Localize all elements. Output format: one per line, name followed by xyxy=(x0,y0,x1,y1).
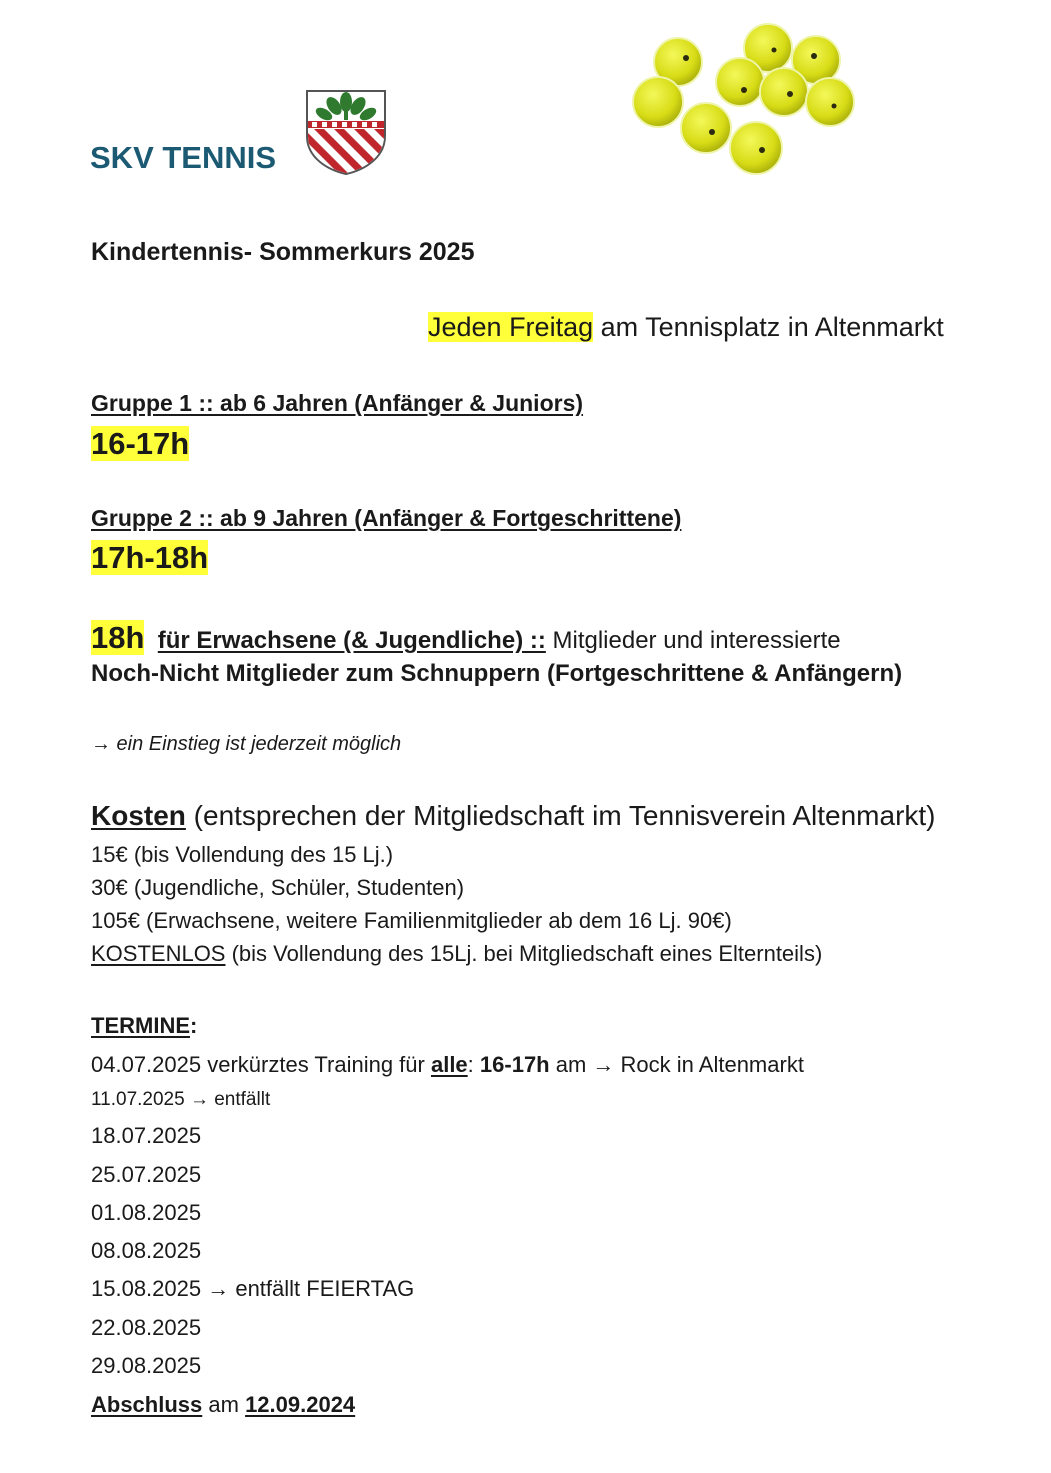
cost-item: 30€ (Jugendliche, Schüler, Studenten) xyxy=(91,875,465,900)
termin-row: 11.07.2025 → entfällt xyxy=(91,1089,271,1110)
club-crest-icon xyxy=(304,88,388,176)
logo-text: SKV TENNIS xyxy=(90,140,277,175)
termin-row: 01.08.2025 xyxy=(91,1200,202,1225)
group-1-time-value: 16-17h xyxy=(91,426,190,461)
termin-rest: am → Rock in Altenmarkt xyxy=(549,1052,804,1077)
free-label: KOSTENLOS xyxy=(91,941,226,966)
adult-text: Mitglieder und interessierte xyxy=(545,627,841,654)
group-1-time xyxy=(91,426,189,462)
tennis-balls-icon xyxy=(628,20,872,180)
final-date: 12.09.2024 xyxy=(245,1392,356,1417)
termin-row: 08.08.2025 xyxy=(91,1238,202,1263)
adult-line xyxy=(91,620,841,656)
termin-colon: : xyxy=(467,1052,480,1077)
termin-row: 25.07.2025 xyxy=(91,1162,202,1187)
termin-row xyxy=(91,1052,804,1078)
day-highlight: Jeden Freitag xyxy=(428,312,594,342)
costs-heading-line xyxy=(91,800,936,832)
termin-row: 15.08.2025 → entfällt FEIERTAG xyxy=(91,1276,415,1301)
page-title: Kindertennis- Sommerkurs 2025 xyxy=(91,238,475,266)
cost-item: 105€ (Erwachsene, weitere Familienmitglieder ab dem 16 Lj. 90€) xyxy=(91,908,732,933)
termin-time: 16-17h xyxy=(479,1052,550,1077)
termine-heading-text: TERMINE xyxy=(91,1013,190,1038)
termin-row: 29.08.2025 xyxy=(91,1353,202,1378)
termine-colon: : xyxy=(190,1013,198,1038)
cost-item-free xyxy=(91,941,822,967)
group-2-time-value: 17h-18h xyxy=(91,540,209,575)
adult-time: 18h xyxy=(91,620,145,655)
adult-line-2: Noch-Nicht Mitglieder zum Schnuppern (Fortgeschrittene & Anfängern) xyxy=(91,660,903,687)
termin-all: alle xyxy=(430,1052,468,1077)
group-2-time xyxy=(91,540,208,576)
entry-note: → ein Einstieg ist jederzeit möglich xyxy=(91,733,402,755)
costs-heading: Kosten xyxy=(91,800,186,831)
termin-row: 22.08.2025 xyxy=(91,1315,202,1340)
free-text: (bis Vollendung des 15Lj. bei Mitgliedschaft eines Elternteils) xyxy=(225,941,823,966)
adult-label: für Erwachsene (& Jugendliche) :: xyxy=(157,627,546,654)
cost-item: 15€ (bis Vollendung des 15 Lj.) xyxy=(91,842,394,867)
final-label: Abschluss xyxy=(91,1392,203,1417)
group-2-label: Gruppe 2 :: ab 9 Jahren (Anfänger & Fortgeschrittene) xyxy=(91,505,682,531)
costs-subheading: (entsprechen der Mitgliedschaft im Tennisverein Altenmarkt) xyxy=(185,800,936,831)
location-text: am Tennisplatz in Altenmarkt xyxy=(593,312,944,342)
final-mid: am xyxy=(202,1392,246,1417)
termin-row: 18.07.2025 xyxy=(91,1123,202,1148)
termin-date: 04.07.2025 verkürztes Training für xyxy=(91,1052,431,1077)
termin-final xyxy=(91,1392,355,1418)
schedule-line xyxy=(428,312,944,343)
group-1-label: Gruppe 1 :: ab 6 Jahren (Anfänger & Juniors) xyxy=(91,390,584,416)
termine-heading xyxy=(91,1013,197,1039)
